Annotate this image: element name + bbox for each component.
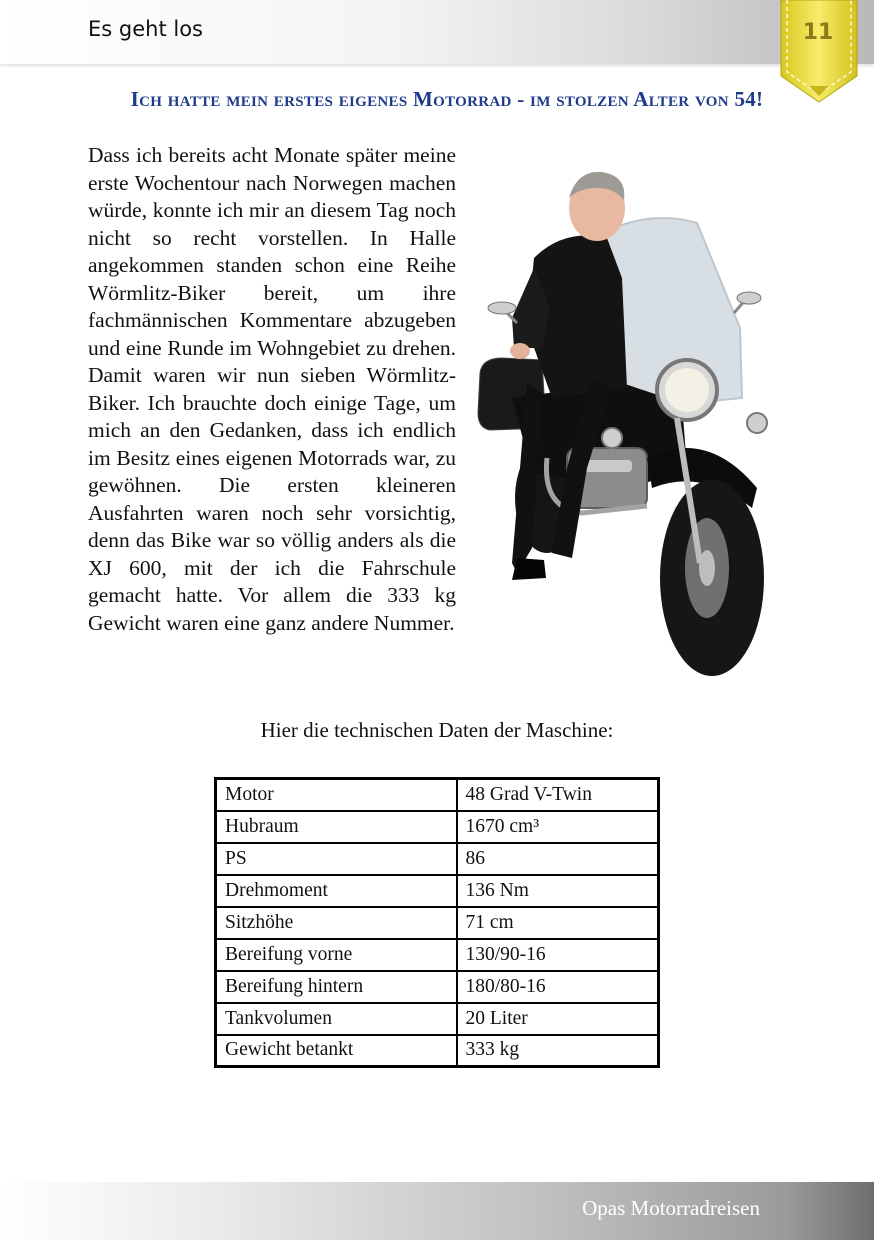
spec-value: 86	[457, 843, 659, 875]
spec-label: Sitzhöhe	[216, 907, 457, 939]
page-header	[0, 0, 874, 64]
spec-value: 48 Grad V-Twin	[457, 779, 659, 811]
tech-specs-table	[214, 777, 660, 1068]
spec-value: 180/80-16	[457, 971, 659, 1003]
body-paragraph: Dass ich bereits acht Monate später meine erste Wochentour nach Norwegen machen würde, konnte ich mir an diesem Tag noch nicht so recht vorstellen. In Halle angekommen standen schon eine Reihe Wörmlitz-Biker bereit, um ihre fachmännischen Kommentare abzugeben und eine Runde im Wohngebiet zu drehen. Damit waren wir nun sieben Wörmlitz-Biker. Ich brauchte doch einige Tage, um mich an den Gedanken, dass ich endlich im Besitz eines eigenen Motorrads war, zu gewöhnen. Die ersten kleineren Ausfahrten waren noch sehr vorsichtig, denn das Bike war so völlig anders als die XJ 600, mit der ich die Fahrschule gemacht hatte. Vor allem die 333 kg Gewicht waren eine ganz andere Nummer.	[88, 143, 456, 635]
spec-value: 71 cm	[457, 907, 659, 939]
spec-label: PS	[216, 843, 457, 875]
page-number: 11	[802, 20, 834, 45]
table-row	[216, 875, 659, 907]
table-row	[216, 843, 659, 875]
table-row	[216, 1003, 659, 1035]
chapter-title: Es geht los	[88, 17, 203, 41]
table-intro: Hier die technischen Daten der Maschine:	[260, 718, 614, 742]
table-row	[216, 1035, 659, 1067]
book-title: Opas Motorradreisen	[582, 1196, 760, 1220]
page-footer	[0, 1182, 874, 1240]
table-row	[216, 811, 659, 843]
spec-value: 130/90-16	[457, 939, 659, 971]
spec-label: Hubraum	[216, 811, 457, 843]
spec-value: 20 Liter	[457, 1003, 659, 1035]
table-row	[216, 971, 659, 1003]
table-row	[216, 779, 659, 811]
spec-value: 136 Nm	[457, 875, 659, 907]
spec-label: Bereifung vorne	[216, 939, 457, 971]
motorcycle-rider-photo	[472, 168, 772, 680]
spec-label: Gewicht betankt	[216, 1035, 457, 1067]
spec-label: Drehmoment	[216, 875, 457, 907]
spec-label: Tankvolumen	[216, 1003, 457, 1035]
table-row	[216, 907, 659, 939]
page-headline: Ich hatte mein erstes eigenes Motorrad - im stolzen Alter von 54!	[130, 87, 764, 111]
table-row	[216, 939, 659, 971]
spec-label: Bereifung hintern	[216, 971, 457, 1003]
spec-label: Motor	[216, 779, 457, 811]
spec-value: 1670 cm³	[457, 811, 659, 843]
spec-value: 333 kg	[457, 1035, 659, 1067]
